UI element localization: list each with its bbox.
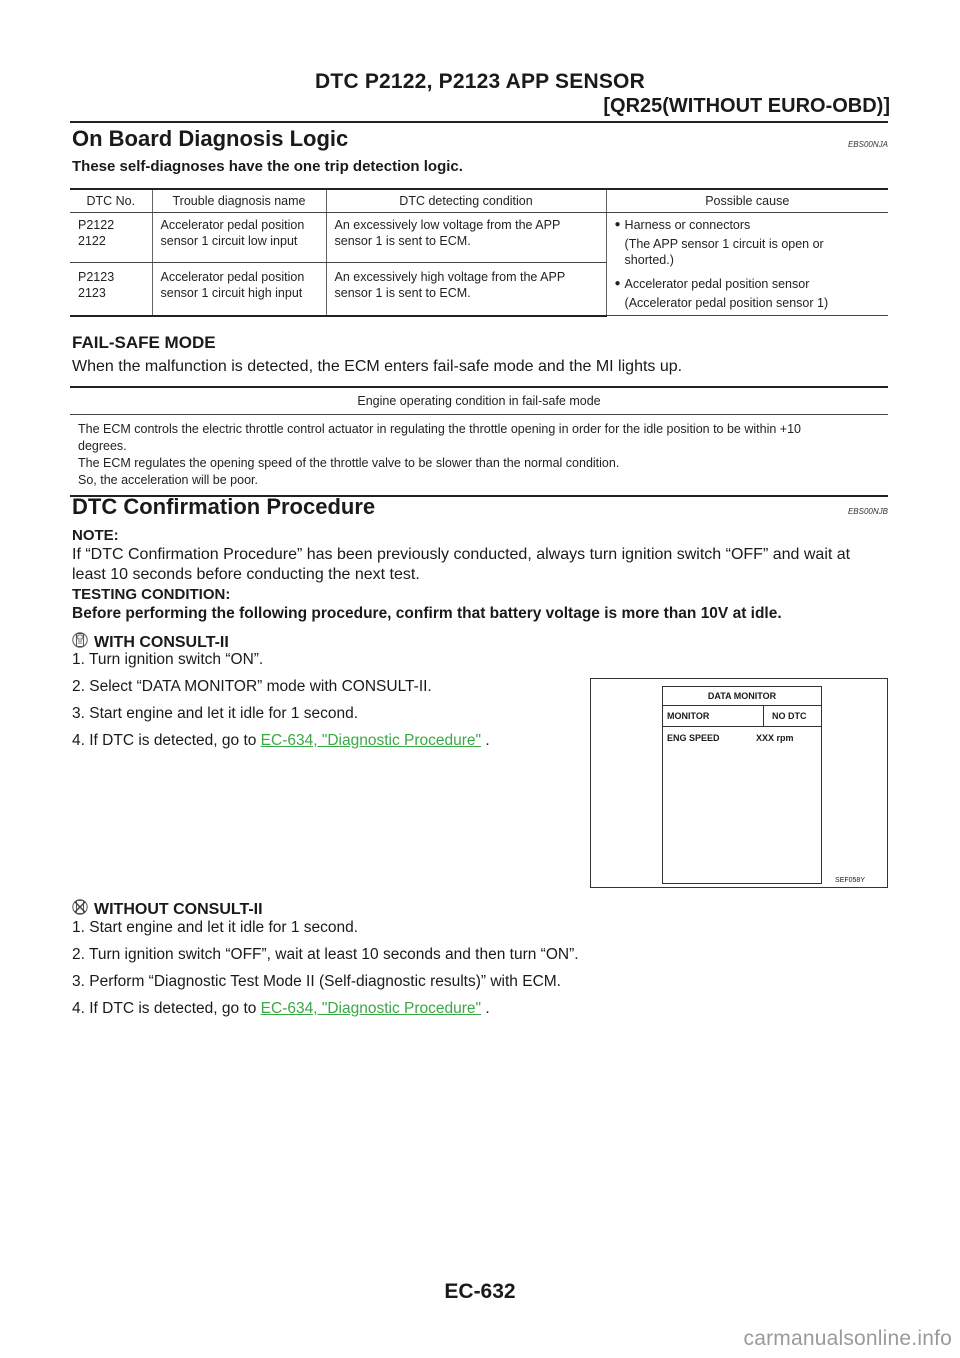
step-text: 4. If DTC is detected, go to <box>72 732 261 749</box>
failsafe-text: When the malfunction is detected, the ECM enters fail-safe mode and the MI lights up. <box>72 358 683 375</box>
step-text: . <box>481 1000 490 1017</box>
dtc-number-cell <box>70 213 152 263</box>
cause-text: Accelerator pedal position sensor <box>624 277 810 291</box>
cause-text: (The APP sensor 1 circuit is open or <box>624 237 824 251</box>
failsafe-line: degrees. <box>78 439 127 453</box>
note-label: NOTE: <box>72 527 119 544</box>
testing-condition-label: TESTING CONDITION: <box>72 586 231 603</box>
screen-item-label: ENG SPEED <box>667 733 720 743</box>
without-consult-steps <box>72 916 579 1021</box>
page-header-subtitle: [QR25(WITHOUT EURO-OBD)] <box>603 95 890 117</box>
list-item <box>72 997 579 1021</box>
section-code-onboard: EBS00NJA <box>847 140 888 149</box>
list-item <box>72 729 490 753</box>
step-text: . <box>481 732 490 749</box>
dtc-number: 2123 <box>78 285 106 300</box>
dtc-number: P2122 <box>78 218 115 232</box>
dtc-number: 2122 <box>78 234 106 248</box>
condition-cell <box>326 213 606 263</box>
col-header: Possible cause <box>606 189 888 213</box>
condition-text: An excessively high voltage from the APP <box>334 269 566 284</box>
failsafe-table-header: Engine operating condition in fail-safe mode <box>70 387 888 415</box>
with-consult-steps <box>72 648 490 753</box>
col-header: DTC detecting condition <box>326 189 606 213</box>
with-consult-heading: WITH CONSULT-II <box>94 633 229 651</box>
diagnostic-procedure-link[interactable]: EC-634, "Diagnostic Procedure" <box>260 732 482 749</box>
possible-cause-cell <box>606 213 888 316</box>
note-line: If “DTC Confirmation Procedure” has been previously conducted, always turn ignition switch “OFF” and wait at <box>72 546 851 563</box>
condition-cell <box>326 262 606 315</box>
screen-title: DATA MONITOR <box>663 687 821 706</box>
condition-text: sensor 1 is sent to ECM. <box>334 234 471 248</box>
diagnostic-procedure-link[interactable]: EC-634, "Diagnostic Procedure" <box>260 1000 482 1017</box>
list-item: 3. Perform “Diagnostic Test Mode II (Self-diagnostic results)” with ECM. <box>72 973 561 990</box>
col-header: DTC No. <box>70 189 152 213</box>
section-code-confirmation: EBS00NJB <box>847 507 888 516</box>
screen-col-status: NO DTC <box>763 706 807 726</box>
dtc-number-cell <box>70 262 152 315</box>
screen-item-row <box>663 727 821 749</box>
bullet-icon: ● <box>614 219 621 230</box>
diagnosis-name: sensor 1 circuit low input <box>160 234 298 248</box>
screen-item-value: XXX rpm <box>756 733 794 743</box>
dtc-number: P2123 <box>78 269 115 284</box>
condition-text: sensor 1 is sent to ECM. <box>334 285 471 300</box>
cause-text: shorted.) <box>624 253 674 267</box>
data-monitor-figure <box>590 678 888 888</box>
table-row <box>70 213 888 263</box>
screen-header-row <box>663 706 821 727</box>
list-item: 1. Start engine and let it idle for 1 second. <box>72 919 359 936</box>
note-line: least 10 seconds before conducting the next test. <box>72 566 420 583</box>
list-item: 2. Select “DATA MONITOR” mode with CONSULT-II. <box>72 678 432 695</box>
list-item: 3. Start engine and let it idle for 1 second. <box>72 705 359 722</box>
failsafe-table <box>70 386 888 497</box>
header-rule <box>70 121 888 123</box>
onboard-intro: These self-diagnoses have the one trip detection logic. <box>72 158 463 175</box>
cause-item <box>615 276 881 311</box>
step-text: 4. If DTC is detected, go to <box>72 1000 261 1017</box>
failsafe-line: The ECM regulates the opening speed of the throttle valve to be slower than the normal condition. <box>78 456 620 470</box>
failsafe-heading: FAIL-SAFE MODE <box>72 333 216 352</box>
testing-condition-text: Before performing the following procedure, confirm that battery voltage is more than 10V at idle. <box>72 605 782 622</box>
diagnosis-name: sensor 1 circuit high input <box>160 285 303 300</box>
without-consult-heading: WITHOUT CONSULT-II <box>94 900 263 918</box>
page-header-title: DTC P2122, P2123 APP SENSOR <box>315 70 645 93</box>
list-item: 2. Turn ignition switch “OFF”, wait at least 10 seconds and then turn “ON”. <box>72 946 579 963</box>
cause-text: (Accelerator pedal position sensor 1) <box>624 296 829 310</box>
section-heading-confirmation: DTC Confirmation Procedure <box>72 494 376 519</box>
dtc-table <box>70 188 888 317</box>
dtc-table-header <box>70 189 888 213</box>
col-header: Trouble diagnosis name <box>152 189 326 213</box>
cause-text: Harness or connectors <box>624 218 751 232</box>
page-number: EC-632 <box>444 1280 516 1303</box>
section-heading-onboard: On Board Diagnosis Logic <box>72 126 349 151</box>
diagnosis-name-cell <box>152 213 326 263</box>
failsafe-line: So, the acceleration will be poor. <box>78 473 258 487</box>
diagnosis-name: Accelerator pedal position <box>160 218 305 232</box>
watermark: carmanualsonline.info <box>743 1327 952 1350</box>
list-item: 1. Turn ignition switch “ON”. <box>72 651 264 668</box>
consult-screen <box>662 686 822 884</box>
failsafe-line: The ECM controls the electric throttle control actuator in regulating the throttle opening in order for the idle position to be within +10 <box>78 422 801 436</box>
bullet-icon: ● <box>614 278 621 289</box>
failsafe-table-cell <box>70 415 888 497</box>
diagnosis-name: Accelerator pedal position <box>160 269 305 284</box>
diagnosis-name-cell <box>152 262 326 315</box>
condition-text: An excessively low voltage from the APP <box>334 218 561 232</box>
screen-col-monitor: MONITOR <box>667 711 710 721</box>
figure-code: SEF058Y <box>835 877 865 884</box>
cause-item <box>615 217 881 268</box>
